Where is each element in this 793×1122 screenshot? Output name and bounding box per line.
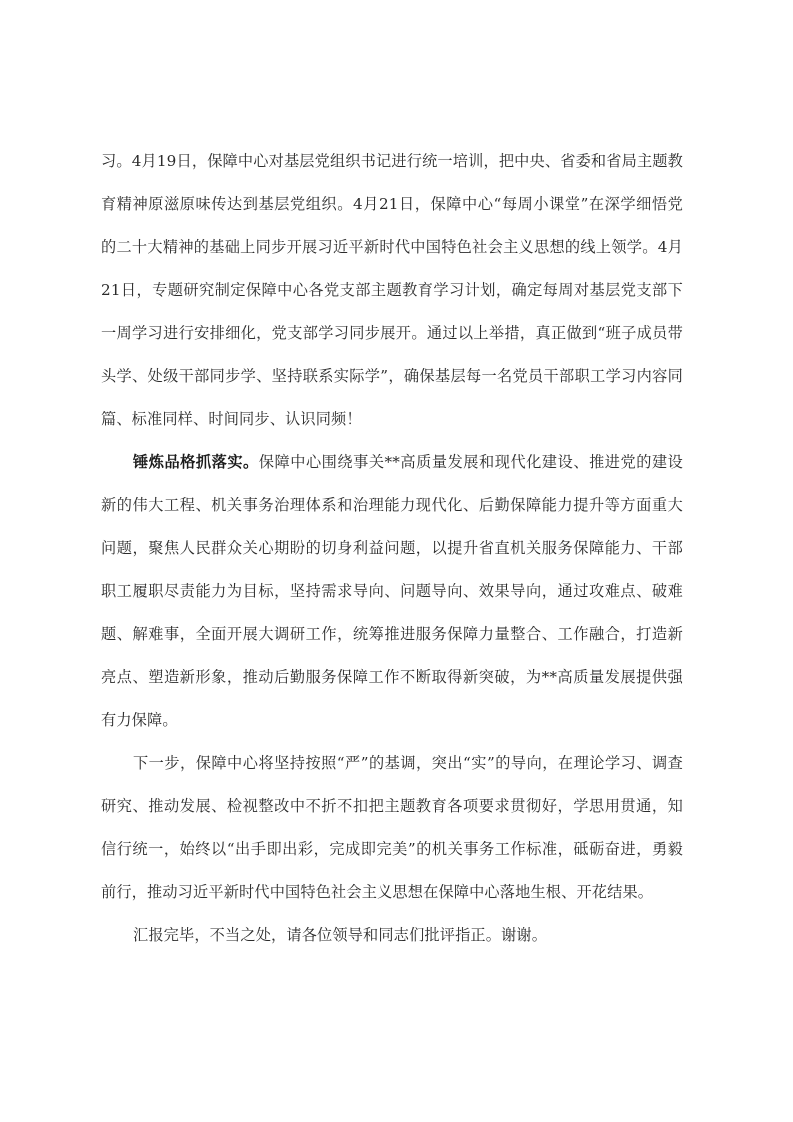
paragraph-text: 保障中心围绕事关**高质量发展和现代化建设、推进党的建设新的伟大工程、机关事务治理体系和治理能力现代化、后勤保障能力提升等方面重大问题，聚焦人民群众关心期盼的切身利益问题，以提升省直机关服务保障能力、干部职工履职尽责能力为目标，坚持需求导向、问题导向、效果导向，通过攻难点、破难题、解难事，全面开展大调研工作，统筹推进服务保障力量整合、工作融合，打造新亮点、塑造新形象，推动后勤服务保障工作不断取得新突破，为**高质量发展提供强有力保障。	[101, 453, 684, 729]
paragraph-text: 下一步，保障中心将坚持按照“严”的基调，突出“实”的导向，在理论学习、调查研究、推动发展、检视整改中不折不扣把主题教育各项要求贯彻好，学思用贯通，知信行统一，始终以“出手即出彩，完成即完美”的机关事务工作标准，砥砺奋进，勇毅前行，推动习近平新时代中国特色社会主义思想在保障中心落地生根、开花结果。	[101, 754, 683, 901]
paragraph-heading: 锤炼品格抓落实。	[133, 453, 259, 471]
document-page	[101, 140, 683, 957]
paragraph-character-building	[101, 441, 683, 742]
paragraph-study-arrangements	[101, 140, 683, 441]
paragraph-text: 习。4月19日，保障中心对基层党组织书记进行统一培训，把中央、省委和省局主题教育精神原滋原味传达到基层党组织。4月21日，保障中心“每周小课堂”在深学细悟党的二十大精神的基础上同步开展习近平新时代中国特色社会主义思想的线上领学。4月21日，专题研究制定保障中心各党支部主题教育学习计划，确定每周对基层党支部下一周学习进行安排细化，党支部学习同步展开。通过以上举措，真正做到“班子成员带头学、处级干部同步学、坚持联系实际学”，确保基层每一名党员干部职工学习内容同篇、标准同样、时间同步、认识同频！	[101, 152, 683, 428]
paragraph-text: 汇报完毕，不当之处，请各位领导和同志们批评指正。谢谢。	[133, 926, 548, 944]
paragraph-next-steps	[101, 742, 683, 914]
paragraph-closing	[101, 914, 683, 957]
